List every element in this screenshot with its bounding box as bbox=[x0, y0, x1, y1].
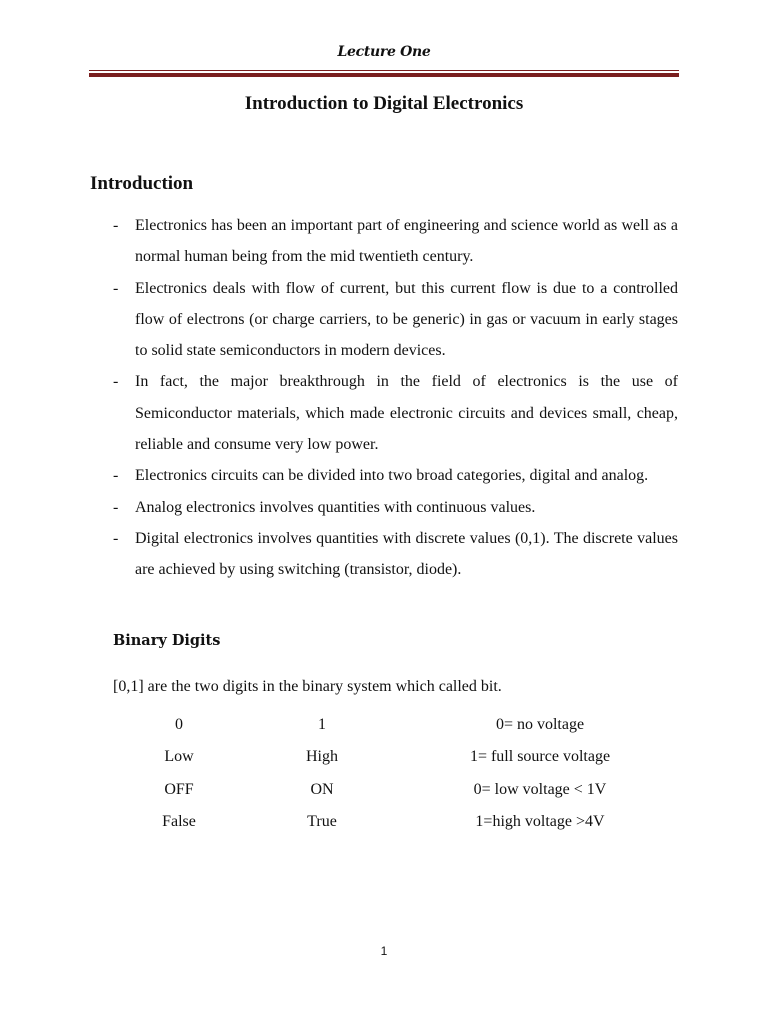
table-cell-one-state: 1 bbox=[318, 716, 326, 733]
bit-definition-sentence: [0,1] are the two digits in the binary system which called bit. bbox=[113, 678, 502, 695]
bullet-dash: - bbox=[113, 467, 119, 485]
table-cell-zero-state: False bbox=[162, 812, 196, 830]
table-cell-zero-state: 0 bbox=[175, 716, 183, 733]
table-cell-voltage: 1=high voltage >4V bbox=[475, 812, 605, 830]
bullet-item bbox=[113, 460, 678, 491]
bullet-text: Electronics deals with flow of current, but this current flow is due to a controlled flow of electrons (or charge carriers, to be generic) in gas or vacuum in early stages to solid state semiconductors in modern devices. bbox=[135, 279, 678, 360]
bullet-item bbox=[113, 492, 678, 523]
table-row bbox=[0, 813, 768, 845]
table-cell-voltage: 0= no voltage bbox=[495, 716, 585, 733]
bullet-text: Digital electronics involves quantities with discrete values (0,1). The discrete values are achieved by using switching (transistor, diode). bbox=[135, 529, 678, 579]
bullet-item bbox=[113, 523, 678, 586]
header-rule-thin bbox=[89, 70, 679, 71]
page-number: 1 bbox=[380, 944, 388, 958]
section-heading-introduction: Introduction bbox=[90, 173, 194, 194]
bullet-item bbox=[113, 366, 678, 460]
subheading-binary-digits: Binary Digits bbox=[113, 632, 221, 649]
introduction-bullet-list bbox=[113, 210, 678, 586]
bullet-text: Analog electronics involves quantities with continuous values. bbox=[135, 498, 536, 516]
table-cell-one-state: High bbox=[306, 748, 338, 766]
table-cell-zero-state: Low bbox=[164, 748, 194, 766]
table-row bbox=[0, 781, 768, 813]
page-title: Introduction to Digital Electronics bbox=[244, 93, 524, 114]
bullet-dash: - bbox=[113, 373, 119, 391]
lecture-header: Lecture One bbox=[337, 44, 431, 60]
table-cell-one-state: True bbox=[307, 812, 337, 830]
table-row bbox=[0, 748, 768, 780]
bullet-dash: - bbox=[113, 529, 119, 547]
bullet-dash: - bbox=[113, 279, 119, 297]
table-cell-zero-state: OFF bbox=[164, 780, 194, 798]
table-cell-one-state: ON bbox=[310, 780, 334, 798]
table-cell-voltage: 1= full source voltage bbox=[469, 748, 611, 766]
bullet-item bbox=[113, 210, 678, 273]
table-row bbox=[0, 716, 768, 748]
header-rule-thick bbox=[89, 73, 679, 77]
bullet-text: Electronics circuits can be divided into two broad categories, digital and analog. bbox=[135, 467, 649, 485]
bullet-text: Electronics has been an important part of engineering and science world as well as a normal human being from the mid twentieth century. bbox=[135, 217, 678, 266]
table-cell-voltage: 0= low voltage < 1V bbox=[473, 780, 607, 798]
bullet-dash: - bbox=[113, 498, 119, 516]
bullet-text: In fact, the major breakthrough in the field of electronics is the use of Semiconductor materials, which made electronic circuits and devices small, cheap, reliable and consume very low power. bbox=[135, 373, 678, 454]
binary-values-table bbox=[0, 716, 768, 845]
bullet-dash: - bbox=[113, 217, 119, 234]
bullet-item bbox=[113, 273, 678, 367]
